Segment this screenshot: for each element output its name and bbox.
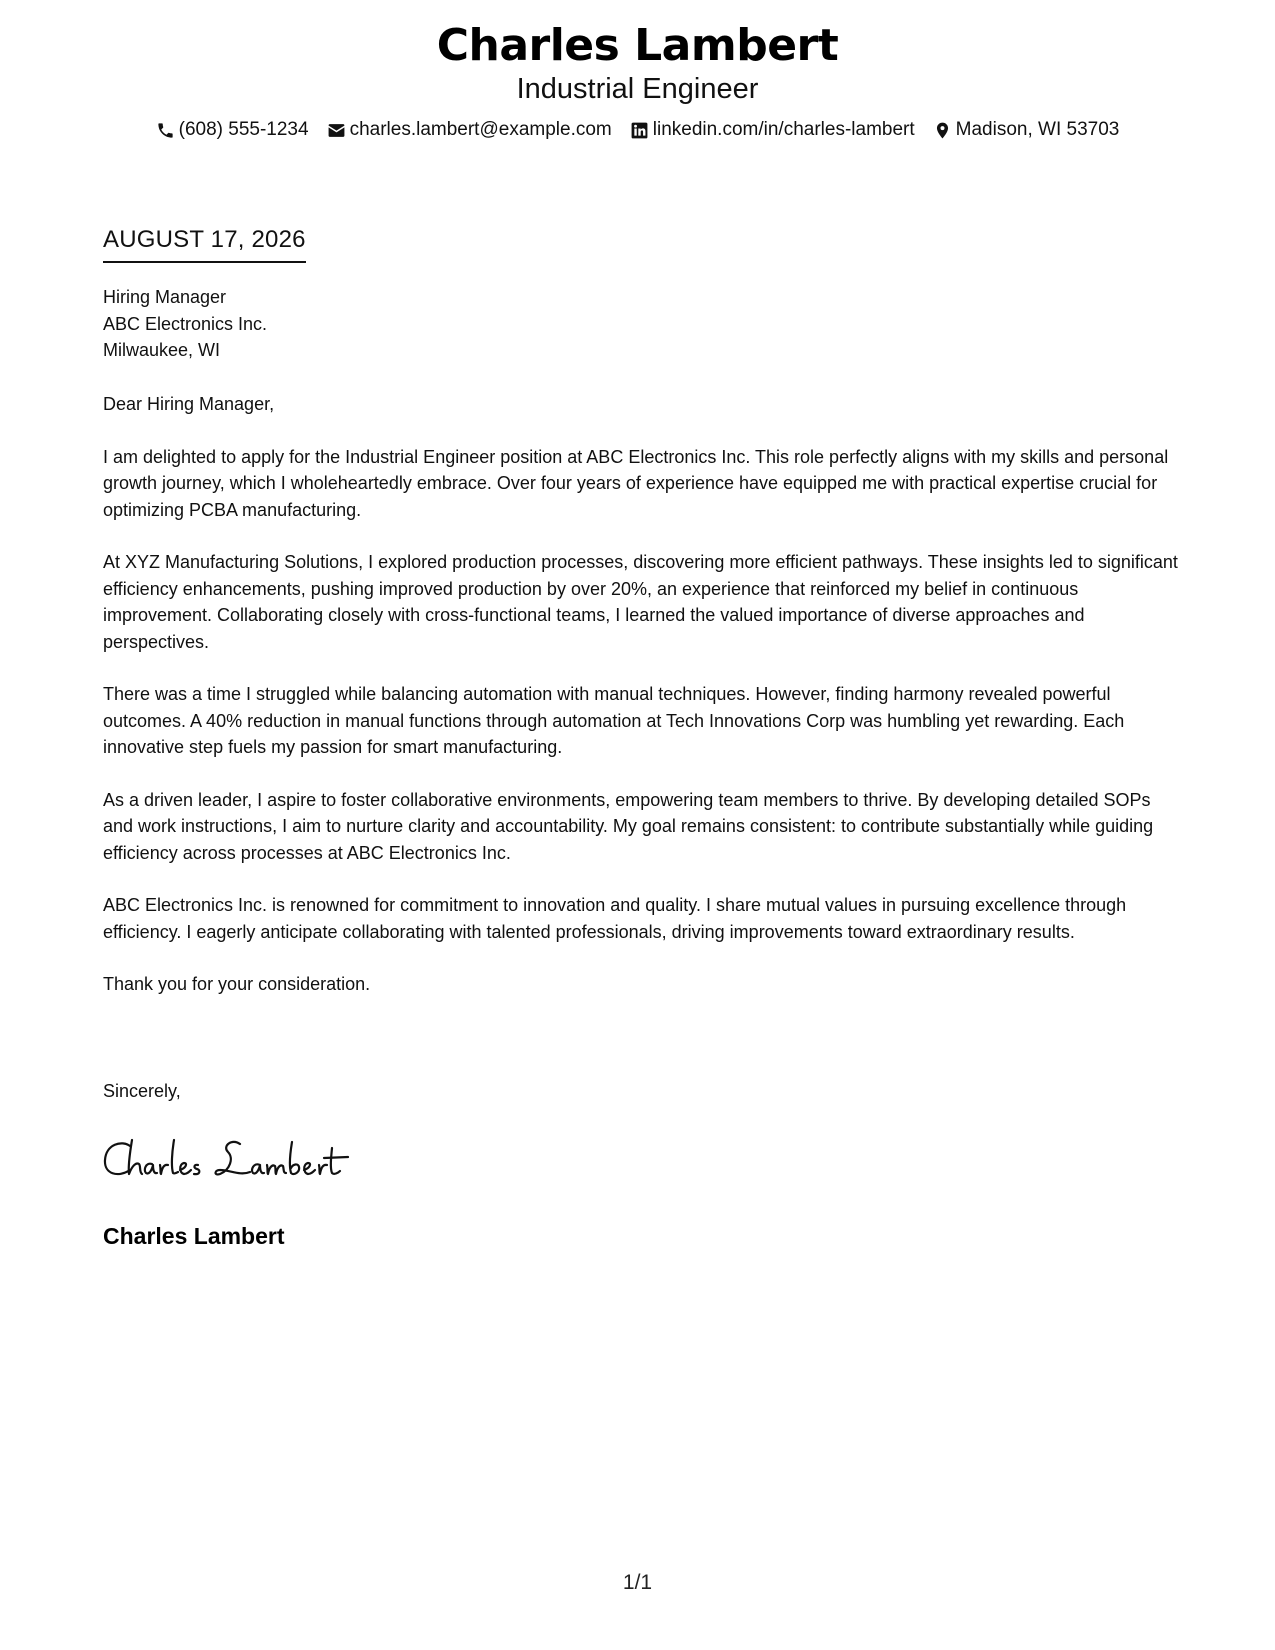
page-number: 1/1 <box>622 1571 653 1594</box>
location-text: Madison, WI 53703 <box>955 119 1120 140</box>
recipient-line: ABC Electronics Inc. <box>103 313 268 334</box>
closing: Sincerely, <box>103 1081 181 1101</box>
map-pin-icon <box>933 121 952 140</box>
letter-date: AUGUST 17, 2026 <box>103 225 306 263</box>
salutation: Dear Hiring Manager, <box>103 394 275 414</box>
contact-linkedin[interactable] <box>630 118 915 142</box>
envelope-icon <box>327 121 346 140</box>
applicant-name: Charles Lambert <box>436 20 839 71</box>
handwritten-signature <box>100 1132 370 1190</box>
contact-email[interactable] <box>327 118 612 142</box>
body-paragraph: At XYZ Manufacturing Solutions, I explored production processes, discovering more efficient pathways. These insights led to significant efficiency enhancements, pushing improved production by over 20%, an experience that reinforced my belief in continuous improvement. Collaborating closely with cross-functional teams, I learned the valued importance of diverse approaches and perspectives. <box>103 552 1178 652</box>
body-paragraph: Thank you for your consideration. <box>103 974 371 994</box>
contact-location <box>933 118 1120 142</box>
contact-bar <box>0 118 1275 142</box>
recipient-block <box>103 284 267 364</box>
body-paragraph: ABC Electronics Inc. is renowned for commitment to innovation and quality. I share mutual values in pursuing excellence through efficiency. I eagerly anticipate collaborating with talented professionals, driving improvements toward extraordinary results. <box>103 895 1127 942</box>
contact-phone <box>156 118 309 142</box>
applicant-title: Industrial Engineer <box>516 73 759 105</box>
letter-body <box>103 391 1183 1024</box>
body-paragraph: There was a time I struggled while balancing automation with manual techniques. However, finding harmony revealed powerful outcomes. A 40% reduction in manual functions through automation at Tech Innovations Corp was humbling yet rewarding. Each innovative step fuels my passion for smart manufacturing. <box>103 684 1125 757</box>
letter-header <box>0 18 1275 142</box>
body-paragraph: I am delighted to apply for the Industrial Engineer position at ABC Electronics Inc. This role perfectly aligns with my skills and personal growth journey, which I wholeheartedly embrace. Over four years of experience have equipped me with practical expertise crucial for optimizing PCBA manufacturing. <box>103 446 1169 520</box>
recipient-line: Milwaukee, WI <box>103 340 221 360</box>
email-text: charles.lambert@example.com <box>349 119 612 140</box>
body-paragraph: As a driven leader, I aspire to foster collaborative environments, empowering team members to thrive. By developing detailed SOPs and work instructions, I aim to nurture clarity and accountability. My goal remains consistent: to contribute substantially while guiding efficiency across processes at ABC Electronics Inc. <box>103 789 1154 863</box>
linkedin-text: linkedin.com/in/charles-lambert <box>652 119 915 140</box>
signed-name: Charles Lambert <box>103 1223 285 1249</box>
linkedin-icon <box>630 121 649 140</box>
recipient-line: Hiring Manager <box>103 287 227 307</box>
phone-text: (608) 555-1234 <box>178 119 309 140</box>
phone-icon <box>156 121 175 140</box>
